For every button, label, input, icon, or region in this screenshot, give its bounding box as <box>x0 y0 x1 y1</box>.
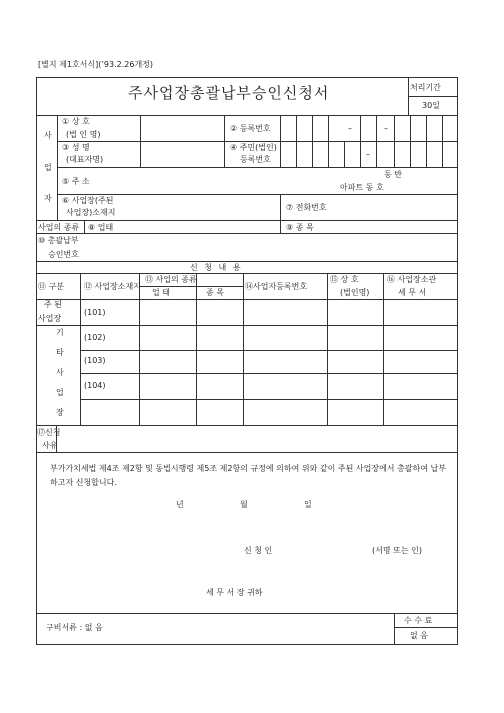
col-office: ⑯ 사업장소관 <box>387 275 437 284</box>
rep-name-label: ③ 성 명 <box>62 143 90 152</box>
main-label: 주 된 <box>44 300 62 309</box>
other-char-3: 사 <box>56 368 64 377</box>
section-char-1: 사 <box>44 131 52 140</box>
col-office-sub: 세 무 서 <box>398 288 427 297</box>
main-sub: 사업장 <box>38 314 62 323</box>
form-reference: [별지 제1호서식](’93.2.26개정) <box>38 60 154 69</box>
required-docs: 구비서류 : 없 음 <box>46 623 103 632</box>
other-code-3: (104) <box>84 381 106 390</box>
resident-no-label: ④ 주민(법인) <box>230 143 277 152</box>
approval-no-sub: 승인번호 <box>48 250 79 259</box>
form-title: 주사업장총괄납부승인신청서 <box>128 84 330 102</box>
col-name-sub: (법인명) <box>340 288 370 297</box>
col-kind-a: 업 태 <box>152 288 170 297</box>
date-month: 월 <box>240 500 248 509</box>
date-year: 년 <box>176 500 184 509</box>
address-line-2: 아파트 동 호 <box>340 183 384 192</box>
fee-label: 수 수 료 <box>404 616 433 625</box>
other-char-2: 타 <box>56 348 64 357</box>
col-location: ⑫ 사업장소재지 <box>84 282 141 291</box>
location-sub: 사업장)소재지 <box>66 208 116 217</box>
reason-sub: 사유 <box>42 441 58 450</box>
main-code: (101) <box>84 308 106 317</box>
address-line-1: 동 반 <box>384 170 402 179</box>
col-regno: ⑭사업자등록번호 <box>245 282 308 291</box>
phone-label: ⑦ 전화번호 <box>286 203 327 212</box>
approval-no-label: ⑩ 총괄납부 <box>38 236 79 245</box>
date-day: 일 <box>304 500 312 509</box>
reason-label: ⑰신청 <box>37 428 61 437</box>
address-label: ⑤ 주 소 <box>62 177 90 186</box>
biz-type-label: 사업의 종류 <box>38 223 80 232</box>
other-char-5: 장 <box>56 408 64 417</box>
other-char-1: 기 <box>56 328 64 337</box>
item-label: ⑨ 종 목 <box>286 223 314 232</box>
processing-period-label: 처리기간 <box>410 83 441 92</box>
signer-sign: (서명 또는 인) <box>372 546 422 555</box>
section-char-2: 업 <box>44 163 52 172</box>
trade-name-label: ① 상 호 <box>62 117 90 126</box>
reg-no-label: ② 등록번호 <box>230 124 271 133</box>
other-char-4: 업 <box>56 388 64 397</box>
statement-text: 부가가치세법 제4조 제2항 및 동법시행령 제5조 제2항의 규정에 의하여 위와 같이 주된 사업장에서 총괄하여 납부하고자 신청합니다. <box>50 464 446 487</box>
fee-value: 없 음 <box>410 631 428 640</box>
col-kind-b: 종 목 <box>206 288 224 297</box>
resident-no-sub: 등록번호 <box>240 155 271 164</box>
application-header: 신 청 내 용 <box>190 263 243 272</box>
col-kind: ⑬ 사업의 종류 <box>145 275 197 284</box>
addressee: 세 무 서 장 귀하 <box>206 588 263 597</box>
business-cat-label: ⑧ 업태 <box>88 223 114 232</box>
col-type: ⑪ 구분 <box>38 282 64 291</box>
trade-name-sub: (법 인 명) <box>66 130 101 139</box>
col-name: ⑮ 상 호 <box>330 275 359 284</box>
signer-label: 신 청 인 <box>244 546 273 555</box>
processing-period-value: 30일 <box>422 101 440 110</box>
other-code-1: (102) <box>84 333 106 342</box>
other-code-2: (103) <box>84 356 106 365</box>
rep-name-sub: (대표자명) <box>66 155 104 164</box>
location-label: ⑥ 사업장(주된 <box>62 196 114 205</box>
section-char-3: 자 <box>44 194 52 203</box>
